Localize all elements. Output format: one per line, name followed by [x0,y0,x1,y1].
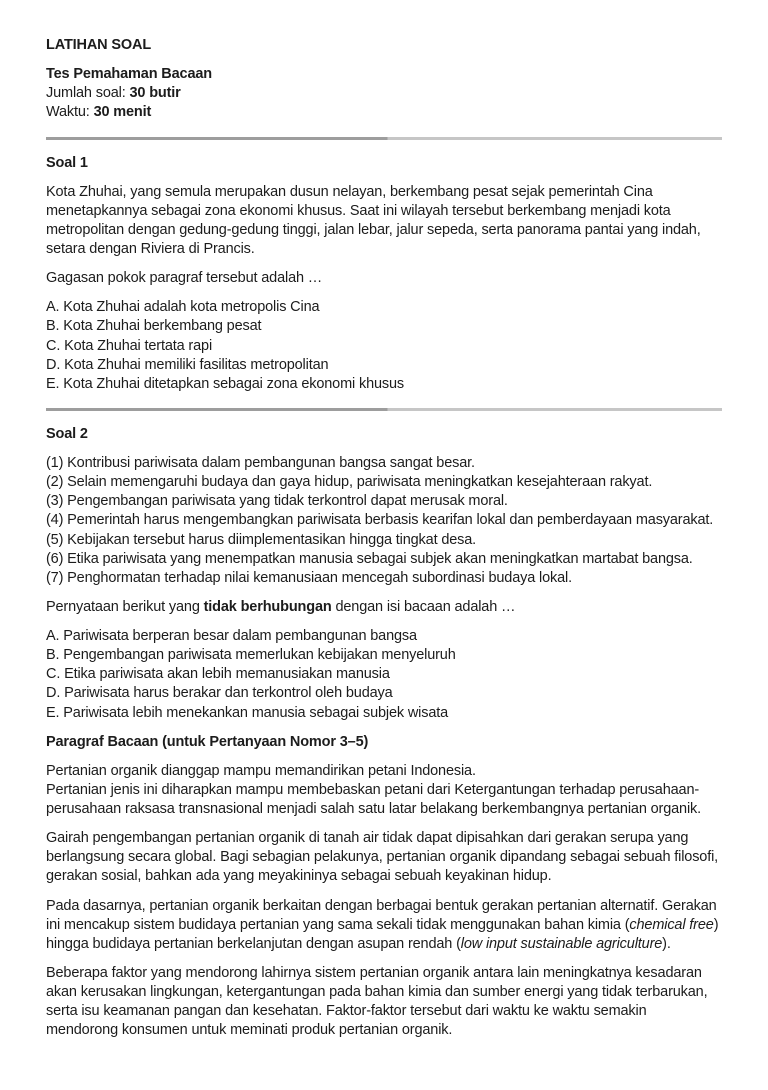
question-1-passage: Kota Zhuhai, yang semula merupakan dusun nelayan, berkembang pesat sejak pemerintah Cina menetapkannya sebagai zona ekonomi khusus. Saat ini wilayah tersebut berkembang menjadi kota metropolitan dengan gedung-gedung tinggi, jalan lebar, jalur sepeda, serta panorama pantai yang indah, setara dengan Riviera di Prancis. [46,183,701,257]
paragraph-line: Pertanian jenis ini diharapkan mampu membebaskan petani dari Ketergantungan terhadap perusahaan-perusahaan raksasa transnasional menjadi salah satu latar belakang berkembangnya pertanian organik. [46,781,701,817]
answer-option-e: E. Pariwisata lebih menekankan manusia sebagai subjek wisata [46,704,449,721]
reading-passage-section [46,733,722,1041]
question-1-prompt: Gagasan pokok paragraf tersebut adalah … [46,270,323,287]
answer-option-b: B. Kota Zhuhai berkembang pesat [46,318,262,335]
answer-option-c: C. Etika pariwisata akan lebih memanusiakan manusia [46,666,390,683]
question-1-options [46,298,722,394]
question-2-section [46,425,722,723]
question-2-heading: Soal 2 [46,425,88,442]
statement-1: (1) Kontribusi pariwisata dalam pembangunan bangsa sangat besar. [46,455,475,471]
statement-4: (4) Pemerintah harus mengembangkan pariwisata berbasis kearifan lokal dan pemberdayaan masyarakat. [46,512,714,529]
answer-option-c: C. Kota Zhuhai tertata rapi [46,337,213,354]
question-count-line: Jumlah soal: 30 butir [46,85,181,102]
document-title: LATIHAN SOAL [46,37,152,53]
statement-6: (6) Etika pariwisata yang menempatkan manusia sebagai subjek akan meningkatkan martabat bangsa. [46,550,693,567]
reading-paragraph-4: Beberapa faktor yang mendorong lahirnya sistem pertanian organik antara lain meningkatnya kesadaran akan kerusakan lingkungan, ketergantungan pada bahan kimia dan sumber energi yang tidak terbarukan, serta isu keamanan pangan dan kesehatan. Faktor-faktor tersebut dari waktu ke waktu semakin mendorong konsumen untuk meminati produk pertanian organik. [46,964,708,1039]
paragraph-line: Pertanian organik dianggap mampu memandirikan petani Indonesia. [46,762,476,779]
statement-2: (2) Selain memengaruhi budaya dan gaya hidup, pariwisata meningkatkan kesejahteraan rakyat. [46,474,653,491]
answer-option-b: B. Pengembangan pariwisata memerlukan kebijakan menyeluruh [46,647,456,664]
statement-5: (5) Kebijakan tersebut harus diimplementasikan hingga tingkat desa. [46,531,477,548]
answer-option-e: E. Kota Zhuhai ditetapkan sebagai zona ekonomi khusus [46,375,405,392]
question-1-section [46,154,722,394]
question-2-prompt: Pernyataan berikut yang tidak berhubungan dengan isi bacaan adalah … [46,598,516,615]
question-1-heading: Soal 1 [46,154,88,171]
answer-option-d: D. Kota Zhuhai memiliki fasilitas metropolitan [46,356,329,373]
reading-paragraph-3: Pada dasarnya, pertanian organik berkaitan dengan berbagai bentuk gerakan pertanian alternatif. Gerakan ini mencakup sistem budidaya pertanian yang sama sekali tidak menggunakan bahan kimia (chemical free) hingga budidaya pertanian berkelanjutan dengan asupan rendah (low input sustainable agriculture). [46,897,719,952]
section-divider [46,137,722,140]
reading-paragraph-1 [46,762,722,819]
reading-paragraph-2: Gairah pengembangan pertanian organik di tanah air tidak dapat dipisahkan dari gerakan serupa yang berlangsung secara global. Bagi sebagian pelakunya, pertanian organik dipandang sebagai sebuah filosofi, gerakan sosial, bahkan ada yang meyakininya sebagai sebuah keyakinan hidup. [46,830,719,885]
question-2-options [46,627,722,723]
question-2-statements [46,454,722,588]
answer-option-d: D. Pariwisata harus berakar dan terkontrol oleh budaya [46,685,393,702]
reading-passage-heading: Paragraf Bacaan (untuk Pertanyaan Nomor 3–5) [46,733,369,750]
time-limit-line: Waktu: 30 menit [46,104,152,121]
answer-option-a: A. Pariwisata berperan besar dalam pembangunan bangsa [46,628,417,644]
test-name: Tes Pemahaman Bacaan [46,66,212,83]
answer-option-a: A. Kota Zhuhai adalah kota metropolis Cina [46,299,320,316]
section-divider [46,408,722,411]
statement-7: (7) Penghormatan terhadap nilai kemanusiaan mencegah subordinasi budaya lokal. [46,569,572,586]
statement-3: (3) Pengembangan pariwisata yang tidak terkontrol dapat merusak moral. [46,493,508,510]
